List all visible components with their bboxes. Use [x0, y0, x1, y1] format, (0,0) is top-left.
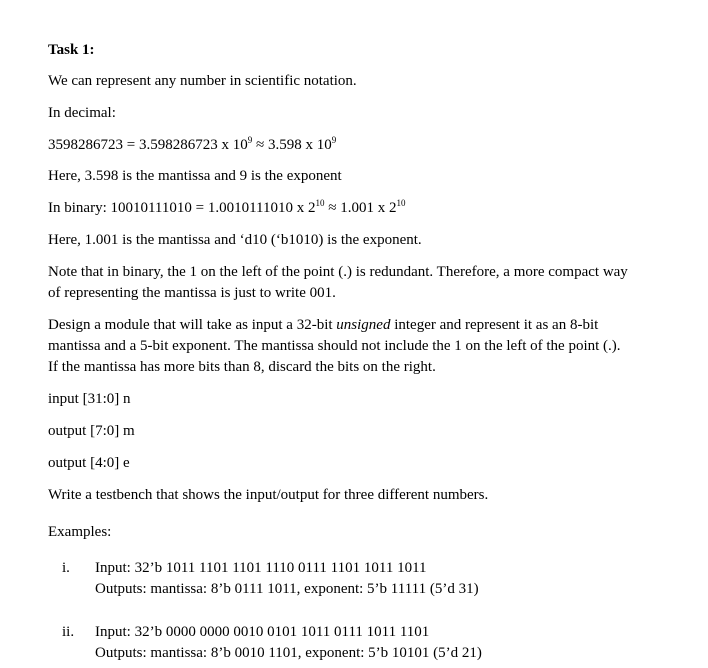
example-number: ii.: [62, 624, 75, 640]
binary-eq-exp1: 10: [315, 198, 325, 208]
decimal-eq-exp1: 9: [247, 135, 253, 145]
design-unsigned-emphasis: unsigned: [336, 317, 391, 333]
design-line1-post: integer and represent it as an 8-bit: [390, 317, 599, 333]
example-input: Input: 32’b 1011 1101 1101 1110 0111 1101 1011 1011: [95, 560, 427, 576]
design-line3: If the mantissa has more bits than 8, discard the bits on the right.: [48, 359, 436, 375]
binary-eq-mid: ≈ 1.001 x 2: [324, 200, 397, 216]
design-line1-pre: Design a module that will take as input a 32-bit: [48, 317, 337, 333]
example-input: Input: 32’b 0000 0000 0010 0101 1011 0111 1011 1101: [95, 624, 430, 640]
binary-note: Here, 1.001 is the mantissa and ‘d10 (‘b1010) is the exponent.: [48, 232, 422, 248]
task-heading: Task 1:: [48, 42, 95, 58]
examples-label: Examples:: [48, 524, 112, 540]
decimal-equation: [48, 135, 336, 155]
port-output-m: output [7:0] m: [48, 423, 135, 439]
intro-paragraph: We can represent any number in scientific notation.: [48, 73, 357, 89]
design-line1: [48, 315, 598, 335]
binary-equation: [48, 198, 405, 218]
decimal-eq-mid: ≈ 3.598 x 10: [252, 137, 332, 153]
decimal-eq-exp2: 9: [331, 135, 337, 145]
redundant-note-line2: of representing the mantissa is just to write 001.: [48, 285, 336, 301]
redundant-note-line1: Note that in binary, the 1 on the left of the point (.) is redundant. Therefore, a more compact way: [48, 264, 628, 280]
port-input: input [31:0] n: [48, 391, 131, 407]
example-output: Outputs: mantissa: 8’b 0111 1011, exponent: 5’b 11111 (5’d 31): [95, 581, 479, 597]
binary-eq-lhs: In binary: 10010111010 = 1.0010111010 x 2: [48, 200, 316, 216]
decimal-label: In decimal:: [48, 105, 116, 121]
design-line2: mantissa and a 5-bit exponent. The mantissa should not include the 1 on the left of the point (.).: [48, 338, 621, 354]
decimal-note: Here, 3.598 is the mantissa and 9 is the exponent: [48, 168, 342, 184]
decimal-eq-lhs: 3598286723 = 3.598286723 x 10: [48, 137, 248, 153]
testbench-paragraph: Write a testbench that shows the input/output for three different numbers.: [48, 487, 489, 503]
example-number: i.: [62, 560, 70, 576]
port-output-e: output [4:0] e: [48, 455, 130, 471]
example-output: Outputs: mantissa: 8’b 0010 1101, exponent: 5’b 10101 (5’d 21): [95, 645, 482, 661]
binary-eq-exp2: 10: [396, 198, 406, 208]
